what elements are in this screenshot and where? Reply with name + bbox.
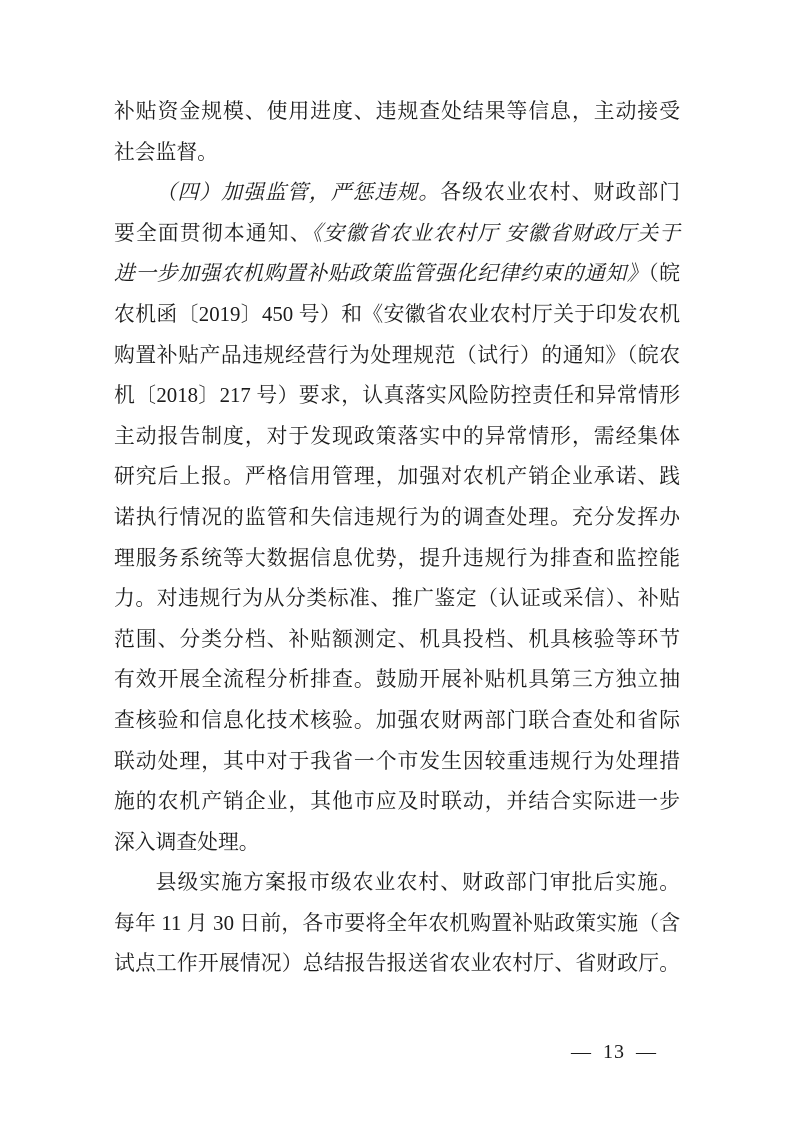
text-line bbox=[114, 944, 680, 985]
text-line bbox=[114, 539, 680, 580]
body-text-segment: 范围、分类分档、补贴额测定、机具投档、机具核验等环节 bbox=[114, 627, 680, 651]
body-text-segment: 农机函〔2019〕450 号）和《安徽省农业农村厅关于印发农机 bbox=[114, 302, 680, 326]
text-line bbox=[114, 904, 680, 945]
text-line bbox=[114, 701, 680, 742]
text-line bbox=[114, 254, 680, 295]
text-line bbox=[114, 660, 680, 701]
body-text-segment: （皖 bbox=[648, 262, 681, 286]
text-line bbox=[114, 782, 680, 823]
text-line bbox=[114, 417, 680, 458]
text-line bbox=[114, 579, 680, 620]
kaiti-text-segment: 《安徽省农业农村厅 安徽省财政厅关于 bbox=[311, 221, 680, 245]
body-text-segment: 各级农业农村、财政部门 bbox=[440, 181, 681, 205]
body-text-segment: 主动报告制度，对于发现政策落实中的异常情形，需经集体 bbox=[114, 424, 680, 448]
text-line bbox=[114, 336, 680, 377]
body-text-segment: 机〔2018〕217 号）要求，认真落实风险防控责任和异常情形 bbox=[114, 384, 680, 408]
body-text-segment: 施的农机产销企业，其他市应及时联动，并结合实际进一步 bbox=[114, 790, 680, 814]
text-block bbox=[114, 92, 680, 985]
body-text-segment: 深入调查处理。 bbox=[114, 830, 260, 854]
body-text-segment: 有效开展全流程分析排查。鼓励开展补贴机具第三方独立抽 bbox=[114, 668, 680, 692]
page-number: — 13 — bbox=[571, 1041, 657, 1063]
body-text-segment: 理服务系统等大数据信息优势，提升违规行为排查和监控能 bbox=[114, 546, 680, 570]
text-line bbox=[114, 214, 680, 255]
body-text-segment: 力。对违规行为从分类标准、推广鉴定（认证或采信）、补贴 bbox=[114, 587, 680, 611]
body-text-segment: 要全面贯彻本通知、 bbox=[114, 221, 312, 245]
body-text-segment: 每年 11 月 30 日前，各市要将全年农机购置补贴政策实施（含 bbox=[114, 911, 680, 935]
text-line bbox=[114, 92, 680, 133]
text-line bbox=[114, 295, 680, 336]
kaiti-text-segment: （四）加强监管，严惩违规。 bbox=[155, 181, 441, 205]
text-line bbox=[114, 457, 680, 498]
kaiti-text-segment: 进一步加强农机购置补贴政策监管强化纪律约束的通知》 bbox=[114, 262, 649, 286]
body-text-segment: 查核验和信息化技术核验。加强农财两部门联合查处和省际 bbox=[114, 708, 680, 732]
text-line bbox=[114, 498, 680, 539]
text-line bbox=[114, 863, 680, 904]
text-line bbox=[114, 823, 680, 864]
body-text-segment: 县级实施方案报市级农业农村、财政部门审批后实施。 bbox=[155, 871, 680, 895]
body-text-segment: 补贴资金规模、使用进度、违规查处结果等信息，主动接受 bbox=[114, 100, 680, 123]
text-line bbox=[114, 173, 680, 214]
body-text-segment: 联动处理，其中对于我省一个市发生因较重违规行为处理措 bbox=[114, 749, 680, 773]
body-text-segment: 社会监督。 bbox=[114, 140, 218, 164]
text-line bbox=[114, 376, 680, 417]
body-text-segment: 研究后上报。严格信用管理，加强对农机产销企业承诺、践 bbox=[114, 465, 680, 489]
text-line bbox=[114, 620, 680, 661]
body-text-segment: 试点工作开展情况）总结报告报送省农业农村厅、省财政厅。 bbox=[114, 952, 680, 976]
body-text-segment: 诺执行情况的监管和失信违规行为的调查处理。充分发挥办 bbox=[114, 505, 680, 529]
text-line bbox=[114, 742, 680, 783]
body-text-segment: 购置补贴产品违规经营行为处理规范（试行）的通知》（皖农 bbox=[114, 343, 680, 367]
text-line bbox=[114, 133, 680, 174]
